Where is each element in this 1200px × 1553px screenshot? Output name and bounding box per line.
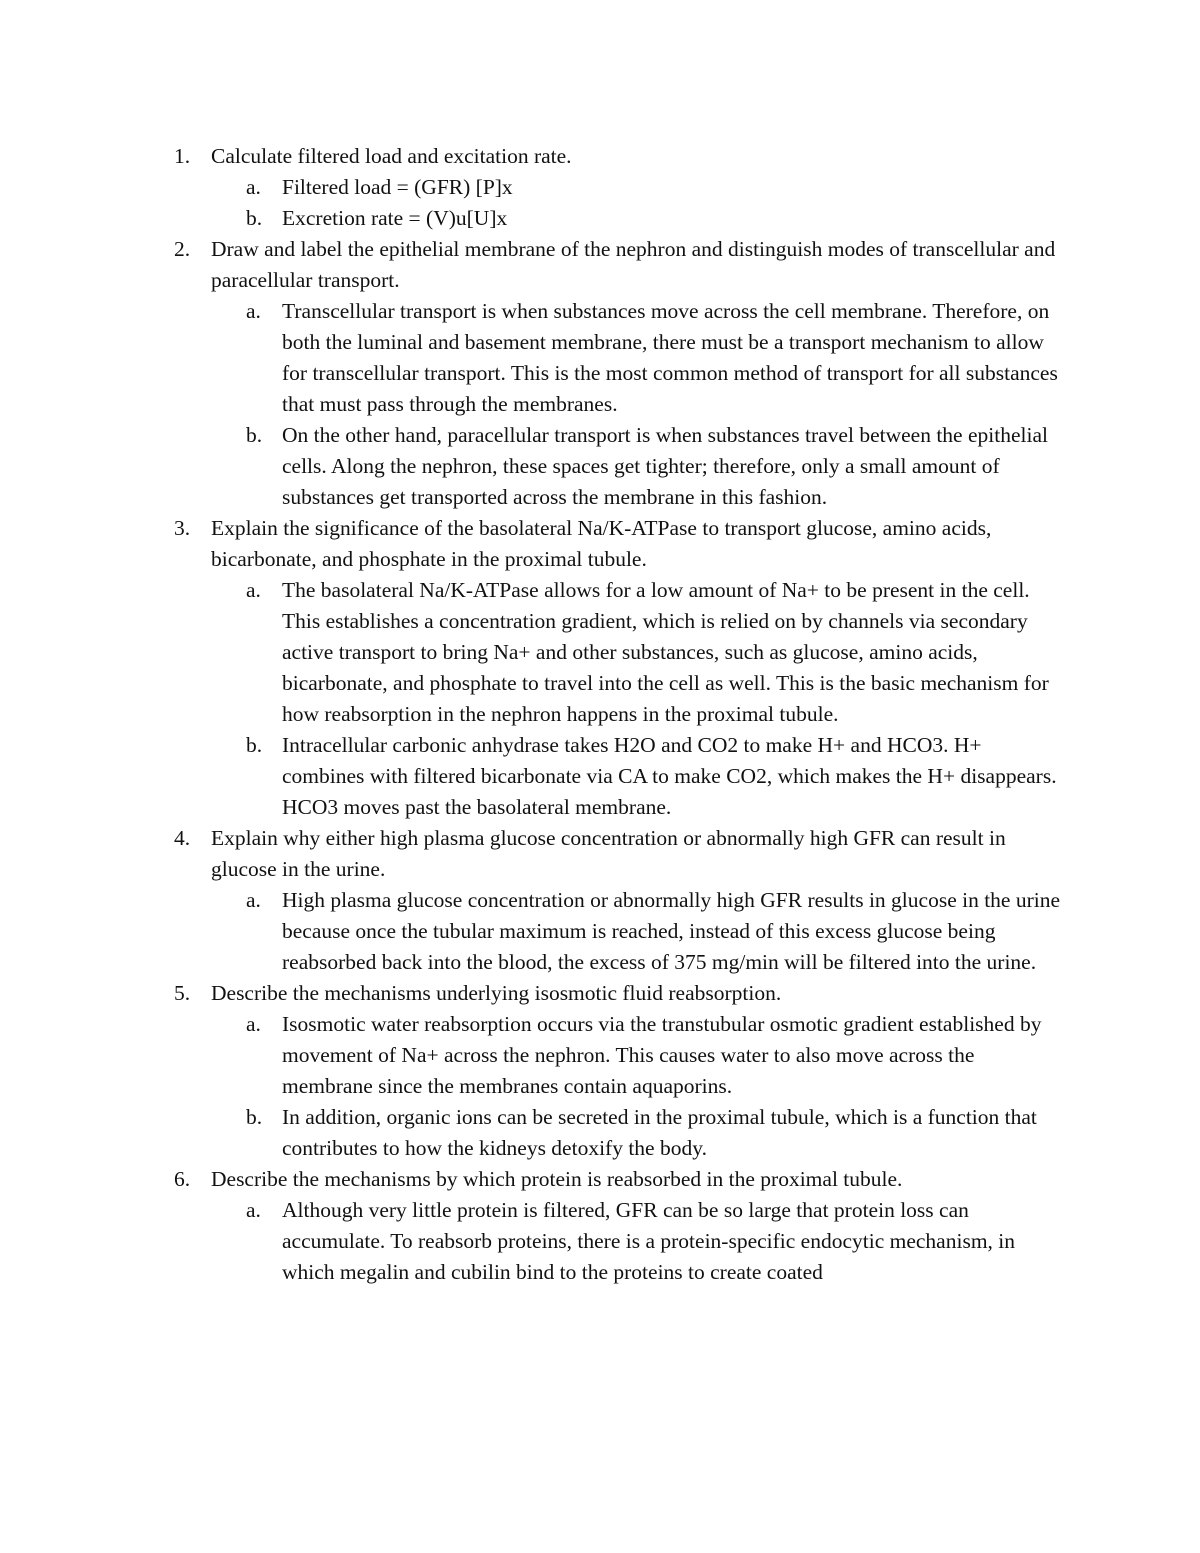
question-text: Explain why either high plasma glucose concentration or abnormally high GFR can result in glucose in the urine.: [211, 826, 1006, 881]
answer-letter: b.: [246, 733, 263, 757]
answer-text: Transcellular transport is when substances move across the cell membrane. Therefore, on both the luminal and basement membrane, there must be a transport mechanism to allow for transcellular transport. This is the most common method of transport for all substances that must pass through the membranes.: [282, 299, 1058, 416]
question-text: Describe the mechanisms underlying isosmotic fluid reabsorption.: [211, 981, 782, 1005]
question-number: 5.: [174, 981, 191, 1005]
answer-1b: [0, 203, 1062, 234]
question-text: Explain the significance of the basolateral Na/K-ATPase to transport glucose, amino acids, bicarbonate, and phosphate in the proximal tubule.: [211, 516, 992, 571]
question-text: Calculate filtered load and excitation rate.: [211, 144, 572, 168]
question-text: Describe the mechanisms by which protein is reabsorbed in the proximal tubule.: [211, 1167, 903, 1191]
answer-3b: [0, 730, 1062, 823]
question-number: 2.: [174, 237, 191, 261]
answer-letter: a.: [246, 578, 261, 602]
answer-letter: a.: [246, 1012, 261, 1036]
question-1: [0, 141, 1061, 172]
question-3: [0, 513, 1061, 575]
question-number: 6.: [174, 1167, 191, 1191]
answer-letter: b.: [246, 206, 263, 230]
question-number: 4.: [174, 826, 191, 850]
answer-text: Filtered load = (GFR) [P]x: [282, 175, 513, 199]
answer-text: Intracellular carbonic anhydrase takes H2O and CO2 to make H+ and HCO3. H+ combines with filtered bicarbonate via CA to make CO2, which makes the H+ disappears. HCO3 moves past the basolateral membrane.: [282, 733, 1057, 819]
question-2: [0, 234, 1061, 296]
answer-text: Excretion rate = (V)u[U]x: [282, 206, 508, 230]
question-text: Draw and label the epithelial membrane of the nephron and distinguish modes of transcellular and paracellular transport.: [211, 237, 1056, 292]
answer-6a: [0, 1195, 1062, 1288]
question-4: [0, 823, 1061, 885]
answer-3a: [0, 575, 1062, 730]
answer-5b: [0, 1102, 1062, 1164]
answer-text: Although very little protein is filtered, GFR can be so large that protein loss can accumulate. To reabsorb proteins, there is a protein-specific endocytic mechanism, in which megalin and cubilin bind to the proteins to create coated: [282, 1198, 1016, 1284]
answer-text: On the other hand, paracellular transport is when substances travel between the epithelial cells. Along the nephron, these spaces get tighter; therefore, only a small amount of substances get transported across the membrane in this fashion.: [282, 423, 1048, 509]
answer-text: High plasma glucose concentration or abnormally high GFR results in glucose in the urine because once the tubular maximum is reached, instead of this excess glucose being reabsorbed back into the blood, the excess of 375 mg/min will be filtered into the urine.: [282, 888, 1061, 974]
answer-text: In addition, organic ions can be secreted in the proximal tubule, which is a function that contributes to how the kidneys detoxify the body.: [282, 1105, 1037, 1160]
answer-2a: [0, 296, 1062, 420]
question-number: 3.: [174, 516, 191, 540]
question-number: 1.: [174, 144, 191, 168]
answer-letter: a.: [246, 175, 261, 199]
answer-4a: [0, 885, 1062, 978]
question-list: [0, 141, 1200, 1288]
answer-text: Isosmotic water reabsorption occurs via the transtubular osmotic gradient established by movement of Na+ across the nephron. This causes water to also move across the membrane since the membranes contain aquaporins.: [282, 1012, 1042, 1098]
answer-letter: b.: [246, 1105, 263, 1129]
answer-letter: a.: [246, 1198, 261, 1222]
answer-2b: [0, 420, 1062, 513]
answer-5a: [0, 1009, 1062, 1102]
answer-letter: a.: [246, 299, 261, 323]
question-5: [0, 978, 1061, 1009]
answer-1a: [0, 172, 1062, 203]
answer-text: The basolateral Na/K-ATPase allows for a low amount of Na+ to be present in the cell. This establishes a concentration gradient, which is relied on by channels via secondary active transport to bring Na+ and other substances, such as glucose, amino acids, bicarbonate, and phosphate to travel into the cell as well. This is the basic mechanism for how reabsorption in the nephron happens in the proximal tubule.: [282, 578, 1049, 726]
question-6: [0, 1164, 1061, 1195]
answer-letter: a.: [246, 888, 261, 912]
answer-letter: b.: [246, 423, 263, 447]
